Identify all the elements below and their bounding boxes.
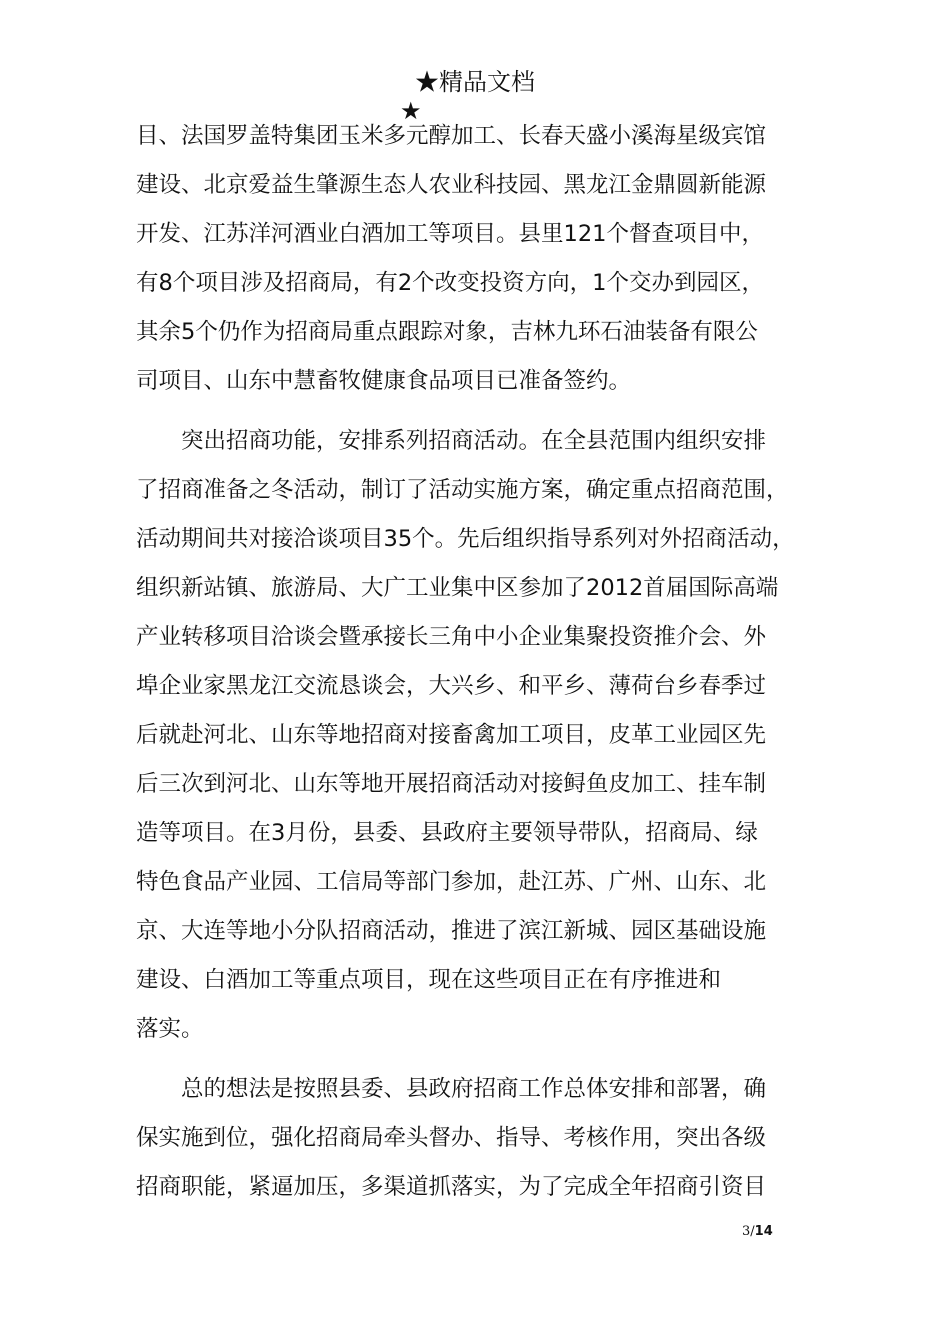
text-line: 产业转移项目洽谈会暨承接长三角中小企业集聚投资推介会、外 xyxy=(136,624,767,650)
header-title: ★精品文档 xyxy=(415,68,535,96)
text-line: 建设、白酒加工等重点项目，现在这些项目正在有序推进和 xyxy=(136,967,722,993)
text-line: 活动期间共对接洽谈项目35个。先后组织指导系列对外招商活动， xyxy=(136,526,795,552)
text-line: 司项目、山东中慧畜牧健康食品项目已准备签约。 xyxy=(136,368,632,394)
text-line: 其余5个仍作为招商局重点跟踪对象，吉林九环石油装备有限公 xyxy=(136,319,758,345)
paragraph-start-line: 突出招商功能，安排系列招商活动。在全县范围内组织安排 xyxy=(136,428,767,454)
page-total: 14 xyxy=(754,1224,773,1239)
text-line: 建设、北京爱益生肇源生态人农业科技园、黑龙江金鼎圆新能源 xyxy=(136,172,767,198)
text-line: 后三次到河北、山东等地开展招商活动对接鲟鱼皮加工、挂车制 xyxy=(136,771,767,797)
star-icon: ★ xyxy=(400,97,422,125)
text-line: 了招商准备之冬活动，制订了活动实施方案，确定重点招商范围， xyxy=(136,477,789,503)
page-number xyxy=(742,1224,773,1239)
text-line: 组织新站镇、旅游局、大广工业集中区参加了2012首届国际高端 xyxy=(136,575,779,601)
text-line: 落实。 xyxy=(136,1016,204,1042)
text-line: 造等项目。在3月份，县委、县政府主要领导带队，招商局、绿 xyxy=(136,820,758,846)
text-line: 埠企业家黑龙江交流恳谈会，大兴乡、和平乡、薄荷台乡春季过 xyxy=(136,673,767,699)
text-line: 有8个项目涉及招商局，有2个改变投资方向，1个交办到园区， xyxy=(136,270,764,296)
page-current: 3/ xyxy=(742,1224,755,1239)
text-line: 开发、江苏洋河酒业白酒加工等项目。县里121个督查项目中， xyxy=(136,221,764,247)
text-line: 目、法国罗盖特集团玉米多元醇加工、长春天盛小溪海星级宾馆 xyxy=(136,123,767,149)
text-line: 京、大连等地小分队招商活动，推进了滨江新城、园区基础设施 xyxy=(136,918,767,944)
paragraph-start-line: 总的想法是按照县委、县政府招商工作总体安排和部署，确 xyxy=(136,1076,767,1102)
text-line: 特色食品产业园、工信局等部门参加，赴江苏、广州、山东、北 xyxy=(136,869,767,895)
document-body xyxy=(136,116,836,1216)
text-line: 招商职能，紧逼加压，多渠道抓落实，为了完成全年招商引资目 xyxy=(136,1174,767,1200)
text-line: 后就赴河北、山东等地招商对接畜禽加工项目，皮革工业园区先 xyxy=(136,722,767,748)
text-line: 保实施到位，强化招商局牵头督办、指导、考核作用，突出各级 xyxy=(136,1125,767,1151)
document-header xyxy=(0,66,950,125)
